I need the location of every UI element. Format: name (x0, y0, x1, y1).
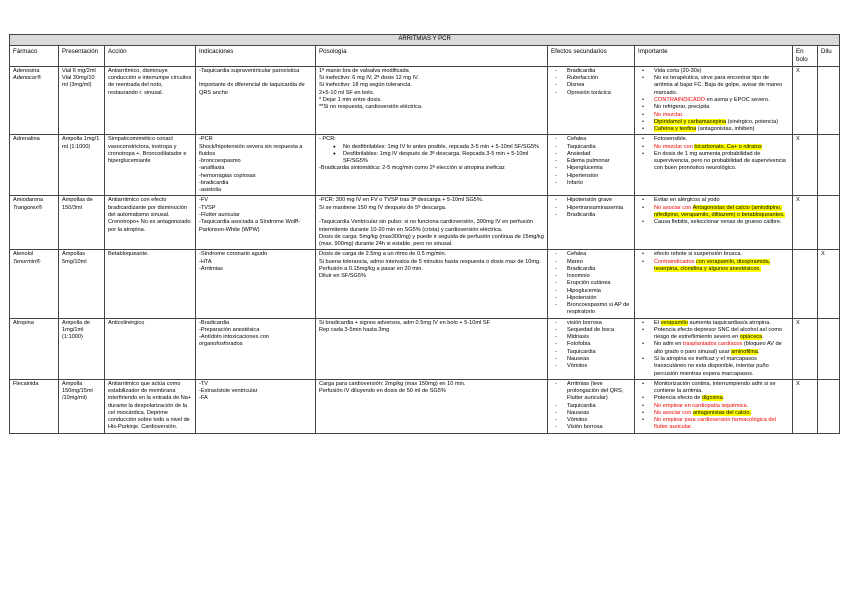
posologia-line: Perfusión a 0.15mg/kg a pasar en 20 min. (319, 265, 423, 272)
accion-cell: Antiarritmico con efecto bradicardizante por disminución del automatismo sinusal. Cronotropo+ No es antagonizado por la atropina. (105, 196, 196, 250)
table-row (10, 250, 840, 318)
efecto-item: - Hiperglucemia (551, 165, 631, 172)
efecto-item: - Bradicardia (551, 68, 631, 75)
highlight-text: Antagonistas del calcio (amlodipino, nifedipino, verapamilo, diltiazem) o betabloqueantes. (654, 204, 785, 218)
warning-text: No mezclar. (654, 111, 684, 118)
indicacion-line: -bradicardia (199, 179, 229, 186)
efecto-item: - Cefalea (551, 136, 631, 143)
posologia-line: Si inefectivo: 6 mg IV, 2ª dosis 12 mg IV. (319, 75, 419, 82)
efecto-item: - Hipertransaminasemia (551, 205, 631, 212)
posologia-line: Si inefectivo: 18 mg según tolerancia. (319, 82, 412, 89)
dilu-mark (818, 379, 840, 433)
posologia-line: Si buena tolerancia, admo intervalos de 5 minutos hasta respuesta o dosis max de 10mg. (319, 258, 541, 265)
posologia-line: - PCR: (319, 136, 336, 143)
title-row (10, 35, 840, 46)
indicaciones-cell (196, 135, 316, 196)
table-title: ARRITMIAS Y PCR (10, 35, 840, 46)
presentacion-cell (59, 196, 105, 250)
table-row (10, 379, 840, 433)
warning-text: CONTRAINDICADO (654, 96, 705, 103)
accion-cell: Antiarrítmico, disminuye conducción e interrumpe circuitos de reentrada del noto, restaurando r. sinusal. (105, 66, 196, 134)
accion-cell: Simpaticomimético conact vasoconstrictora, inotropa y cronotropa +. Broncodilatador e hiperglucemiante (105, 135, 196, 196)
header-row (10, 45, 840, 66)
header-dilu: Dilu (818, 45, 840, 66)
efecto-item: - Hipotensión grave (551, 197, 631, 204)
efecto-item-list (551, 381, 631, 432)
highlight-text: verapamilo (660, 319, 688, 326)
indicacion-line: -PCR (199, 136, 213, 143)
drug-name: Adrenalina (13, 136, 40, 143)
efecto-item: - Vómitos (551, 363, 631, 370)
importante-list (638, 136, 789, 172)
warning-text: No asociar con (654, 409, 692, 416)
efecto-item: - Taquicardia (551, 144, 631, 151)
important-note: • Potencia efecto depresor SNC del alcohol así como riesgo de estreñimiento severo en opiáceos. (638, 327, 789, 342)
warning-text: No emplear en cardiopatía isquémica. (654, 402, 749, 409)
drug-cell (10, 318, 59, 379)
presentacion-line: Vial 30mg/10 ml (3mg/ml) (62, 75, 95, 89)
posologia-cell (316, 196, 548, 250)
important-note: • Fotosensible. (638, 136, 789, 143)
indicacion-line: -Preparación anestésica (199, 326, 260, 333)
drug-brand: Adenocor® (13, 75, 42, 82)
highlight-text: Cafeína y teofina (654, 126, 697, 133)
posologia-line: Si se mantiene 150 mg IV después de 5ª descarga. (319, 204, 447, 211)
importante-list (638, 251, 789, 273)
indicacion-line: -asistolia (199, 187, 222, 194)
important-note: • El verapamilo aumenta taquicardias/a atropina. (638, 320, 789, 327)
indicacion-line: -Síndrome coronario agudo (199, 251, 268, 258)
header-farmaco: Fármaco (10, 45, 59, 66)
efecto-item: - Mareo (551, 259, 631, 266)
efecto-item: - Hipoglucemia (551, 288, 631, 295)
table-row (10, 66, 840, 134)
indicaciones-cell (196, 318, 316, 379)
presentacion-line: Ampollas 5mg/10ml (62, 251, 87, 265)
header-posologia: Posología (316, 45, 548, 66)
efectos-cell (548, 379, 635, 433)
posologia-line: -PCR: 300 mg IV en FV o TVSP tras 3ª descarga + 5-10ml SG5%. (319, 197, 484, 204)
posologia-subitem: ● No desfibrilables: 1mg IV lo antes posible, repcada 3-5 min + 5-10ml SF/SG5% (333, 144, 544, 151)
highlight-text: con verapamilo, disopiramida, reserpina, clonidina y algunos anestésicos. (654, 258, 771, 272)
efecto-item: - Fotofobia (551, 341, 631, 348)
highlight-text: digoxina (701, 395, 723, 402)
warning-text: No emplear para cardioversión farmacológica del flutter auricular. (654, 417, 776, 431)
efectos-cell (548, 196, 635, 250)
important-note: • Vida corta (20-30s) (638, 68, 789, 75)
efecto-item: - Hipertensión (551, 173, 631, 180)
posologia-line: **Si no respuesta, cardioversión eléctrica. (319, 104, 423, 111)
important-note (638, 205, 789, 220)
efectos-cell (548, 318, 635, 379)
important-note: • Si la atropina es ineficaz y el marcapasos transcutáneo no esta disponible, intentar puño percusión mientras espera marcapasos. (638, 356, 789, 378)
posologia-sublist (319, 144, 544, 166)
important-note: • No refrigerar, precipita (638, 104, 789, 111)
importante-cell (635, 379, 793, 433)
posologia-line: Diluir en SF/SG5% (319, 273, 366, 280)
indicaciones-cell (196, 196, 316, 250)
highlight-text: bicarbonato, Ca+ o nitratos (694, 143, 762, 150)
presentacion-line: Ampolla de 1mg/1ml (1:1000) (62, 319, 90, 341)
efecto-item: - Rubefacción (551, 75, 631, 82)
efectos-cell (548, 66, 635, 134)
efecto-item: - Sequedad de boca (551, 327, 631, 334)
warning-text: No mezclar con (654, 143, 693, 150)
indicacion-line: -FA (199, 395, 208, 402)
drug-cell (10, 66, 59, 134)
presentacion-cell (59, 135, 105, 196)
dilu-mark (818, 318, 840, 379)
important-note (638, 112, 789, 119)
posologia-line: Dosis de carga: 5mg/kg (max300mg) y puede ir seguida de perfusión continua de 15mg/kg (max. 900mg) durante 24h si estable, pero no sinusal. (319, 233, 544, 248)
important-note: • Dipiridamol y carbamacepina (sinérgico, potencia) (638, 119, 789, 126)
important-note: • Cafeína y teofina (antagonistas, inhiben) (638, 126, 789, 133)
posologia-subitem: ● Desfibrilables: 1mg IV después de 3ª descarga. Repcada 3-5 min + 5-10ml SF/SG5% (333, 151, 544, 166)
warning-text: Contraindicados (654, 258, 695, 265)
efecto-item: - Opresión torácica (551, 90, 631, 97)
efecto-item: - Cefalea (551, 251, 631, 258)
posologia-cell (316, 66, 548, 134)
header-efectos: Efectos secundarios (548, 45, 635, 66)
efecto-item: - Taquicardia (551, 349, 631, 356)
posologia-line: Si bradicardia + signos adversos, adm 0.5mg IV en bolo + 5-10ml SF (319, 319, 491, 326)
importante-cell (635, 66, 793, 134)
drug-brand: Trangorex® (13, 204, 43, 211)
presentacion-cell (59, 379, 105, 433)
important-note (638, 410, 789, 417)
efecto-item-list (551, 197, 631, 219)
highlight-text: Dipiridamol y carbamacepina (654, 118, 727, 125)
header-presentacion: Presentación (59, 45, 105, 66)
importante-cell (635, 318, 793, 379)
indicacion-line: -Extrasístole ventricular (199, 388, 258, 395)
header-accion: Acción (105, 45, 196, 66)
posologia-line (319, 212, 544, 219)
drug-cell (10, 196, 59, 250)
efecto-item-list (551, 68, 631, 97)
presentacion-cell (59, 318, 105, 379)
drug-name: Atropina (13, 319, 34, 326)
efecto-item: - Midriasis (551, 334, 631, 341)
highlight-text: opiáceos (739, 334, 763, 341)
important-note: • CONTRAINDICADO en asma y EPOC severo. (638, 97, 789, 104)
posologia-cell (316, 135, 548, 196)
indicacion-line: -hemorragias copiosas (199, 172, 256, 179)
important-note: • No adm en trasplantados cardíacos (bloqueo AV de alto grado o paro sinusal) usar aminofilina. (638, 341, 789, 356)
presentacion-line: Ampolla 1mg/1 ml (1:1000) (62, 136, 100, 150)
table-row (10, 318, 840, 379)
importante-list (638, 320, 789, 378)
enbolo-mark: X (793, 66, 818, 134)
presentacion-cell (59, 250, 105, 318)
efecto-item: - visión borrosa (551, 320, 631, 327)
dilu-mark (818, 66, 840, 134)
efecto-item: - Hipotensión (551, 295, 631, 302)
drug-name: Adenosina (13, 67, 40, 74)
efecto-item-list (551, 320, 631, 371)
posologia-cell (316, 318, 548, 379)
table-row (10, 196, 840, 250)
importante-list (638, 197, 789, 226)
posologia-line: 2+5-10 ml SF en bolo. (319, 89, 375, 96)
efecto-item: - Edema pulmonar (551, 158, 631, 165)
important-note: • Potencia efecto de digoxina. (638, 395, 789, 402)
efecto-item: - Nauseas (551, 410, 631, 417)
drug-name: Flecainida (13, 380, 39, 387)
importante-list (638, 68, 789, 133)
drug-cell (10, 250, 59, 318)
indicacion-line: -Taquicardia asociada a Síndrome Wolff-Parkinson-White (WPW) (199, 219, 300, 233)
header-importante: Importante (635, 45, 793, 66)
posologia-cell (316, 250, 548, 318)
drug-brand: Tenormin® (13, 258, 41, 265)
header-enbolo: En bolo (793, 45, 818, 66)
drug-cell (10, 135, 59, 196)
indicacion-line: -FV (199, 197, 209, 204)
indicaciones-cell (196, 250, 316, 318)
posologia-line: Dosis de carga de 2.5mg a un ritmo de 0.5 mg/min. (319, 251, 447, 258)
efecto-item: - Bradicardia (551, 212, 631, 219)
enbolo-mark: X (793, 318, 818, 379)
importante-list (638, 381, 789, 432)
accion-cell: Antiarritmico que actúa como estabilizador de membrana interfiriendo en la entrada de Na+ durante la despolarización de la cel miocárdica. Deprime conducción sobre todo a nivel de His-Purkinje. Cardioversión. (105, 379, 196, 433)
accion-cell: Betabloqueante. (105, 250, 196, 318)
indicacion-line: -broncoespasmo (199, 158, 241, 165)
important-note: • Evitar en alérgicos al yodo (638, 197, 789, 204)
efecto-item: - Nauseas (551, 356, 631, 363)
efecto-item: - Arritmias (leve prolongación del QRS, Flutter auricular) (551, 381, 631, 403)
drug-name: Atenolol (13, 251, 34, 258)
posologia-line: -Taquicardia Ventricular sin pulso: si no funciona cardioversión, 300mg IV en perfusión intermitente durante 10-20 min en SG5% (crista) y cardioversión eléctrica. (319, 219, 533, 233)
important-note: • No es terapéutica, sirve para encontrar tipo de arritmia al bajar FC. Baja de golpe, avisar de mareo marcado. (638, 75, 789, 97)
dilu-mark (818, 135, 840, 196)
warning-text: trasplantados cardíacos (682, 341, 743, 348)
important-note: • efecto rebote si suspensión brusca. (638, 251, 789, 258)
dilu-mark: X (818, 250, 840, 318)
important-note (638, 259, 789, 274)
presentacion-cell (59, 66, 105, 134)
efecto-item-list (551, 251, 631, 316)
presentacion-line: Ampollas de 150/3ml (62, 197, 93, 211)
posologia-line: 1ª manio bra de valsalva modificada (319, 67, 409, 74)
indicaciones-cell (196, 379, 316, 433)
efectos-cell (548, 135, 635, 196)
indicacion-line: -Flutter auricular (199, 211, 240, 218)
indicacion-line: -TVSP (199, 204, 216, 211)
drug-cell (10, 379, 59, 433)
posologia-cell (316, 379, 548, 433)
efecto-item: - Ansiedad (551, 151, 631, 158)
efecto-item: - Disnea (551, 82, 631, 89)
indicacion-line: -Taquicardia supraventricular paroxística (199, 67, 300, 74)
important-note (638, 417, 789, 432)
indicacion-line: -TV (199, 380, 209, 387)
indicaciones-cell (196, 66, 316, 134)
importante-cell (635, 135, 793, 196)
enbolo-mark (793, 250, 818, 318)
important-note (638, 403, 789, 410)
efecto-item: - Infarto (551, 180, 631, 187)
drug-name: Amiodarona (13, 197, 44, 204)
posologia-line: Rep cada 3-5min hasta 3mg (319, 326, 390, 333)
importante-cell (635, 250, 793, 318)
warning-text: No asociar con (654, 204, 692, 211)
efecto-item: - Broncoespasmo si AP de respiratorio (551, 302, 631, 317)
table-row (10, 135, 840, 196)
efectos-cell (548, 250, 635, 318)
efecto-item: - Bradicardia (551, 266, 631, 273)
important-note: • En dosis de 1 mg aumenta probabilidad de supervivencia, pero no probabilidad de supervivencia con buen pronóstico neurológico. (638, 151, 789, 173)
indicacion-line: -Arritmias (199, 265, 223, 272)
enbolo-mark: X (793, 379, 818, 433)
posologia-line: Perfusión IV diluyendo en dosis de 50 ml de SG5% (319, 388, 446, 395)
indicacion-line (199, 75, 312, 82)
indicacion-line: -anafilaxia (199, 165, 225, 172)
dilu-mark (818, 196, 840, 250)
important-note: • Monitorización contina, interrumpiendo adm si se contiene la arritmia. (638, 381, 789, 396)
highlight-text: aminofilina (731, 348, 758, 355)
indicacion-line: -Antídoto intoxicaciones con organofosforados (199, 334, 269, 348)
posologia-line: -Bradicardia sintomática: 2-5 mcg/min como 2ª elección si atropina ineficaz (319, 165, 505, 172)
efecto-item: - Taquicardia (551, 403, 631, 410)
accion-cell: Anticolinérgico (105, 318, 196, 379)
indicacion-line: -HTA (199, 258, 212, 265)
highlight-text: antagonistas del calcio. (692, 409, 752, 416)
header-indicaciones: Indicaciones (196, 45, 316, 66)
important-note: • Causa flebitis, seleccionar venas de grueso calibre. (638, 219, 789, 226)
posologia-line: Carga para cardioversión: 2mg/kg (max 150mg) en 10 min. (319, 380, 466, 387)
efecto-item: - Vómitos (551, 417, 631, 424)
drug-table (9, 34, 840, 434)
indicacion-line: Shock/hipotensión severa sin respuesta a fluidos (199, 143, 303, 157)
efecto-item: - Visión borrosa (551, 424, 631, 431)
enbolo-mark: X (793, 196, 818, 250)
efecto-item: - Insomnio (551, 273, 631, 280)
indicacion-line: -Bradicardia (199, 319, 230, 326)
important-note (638, 144, 789, 151)
posologia-line: * Dejar 1 min entre dosis. (319, 96, 382, 103)
importante-cell (635, 196, 793, 250)
enbolo-mark: X (793, 135, 818, 196)
presentacion-line: Ampolla 150mg/15ml /10mg/ml) (62, 380, 93, 402)
presentacion-line: Vial 6 mg/2ml (62, 67, 96, 74)
indicacion-line: Importante dx diferencial de taquicardia de QRS ancho (199, 82, 305, 96)
efecto-item: - Erupción cutánea (551, 280, 631, 287)
efecto-item-list (551, 136, 631, 187)
